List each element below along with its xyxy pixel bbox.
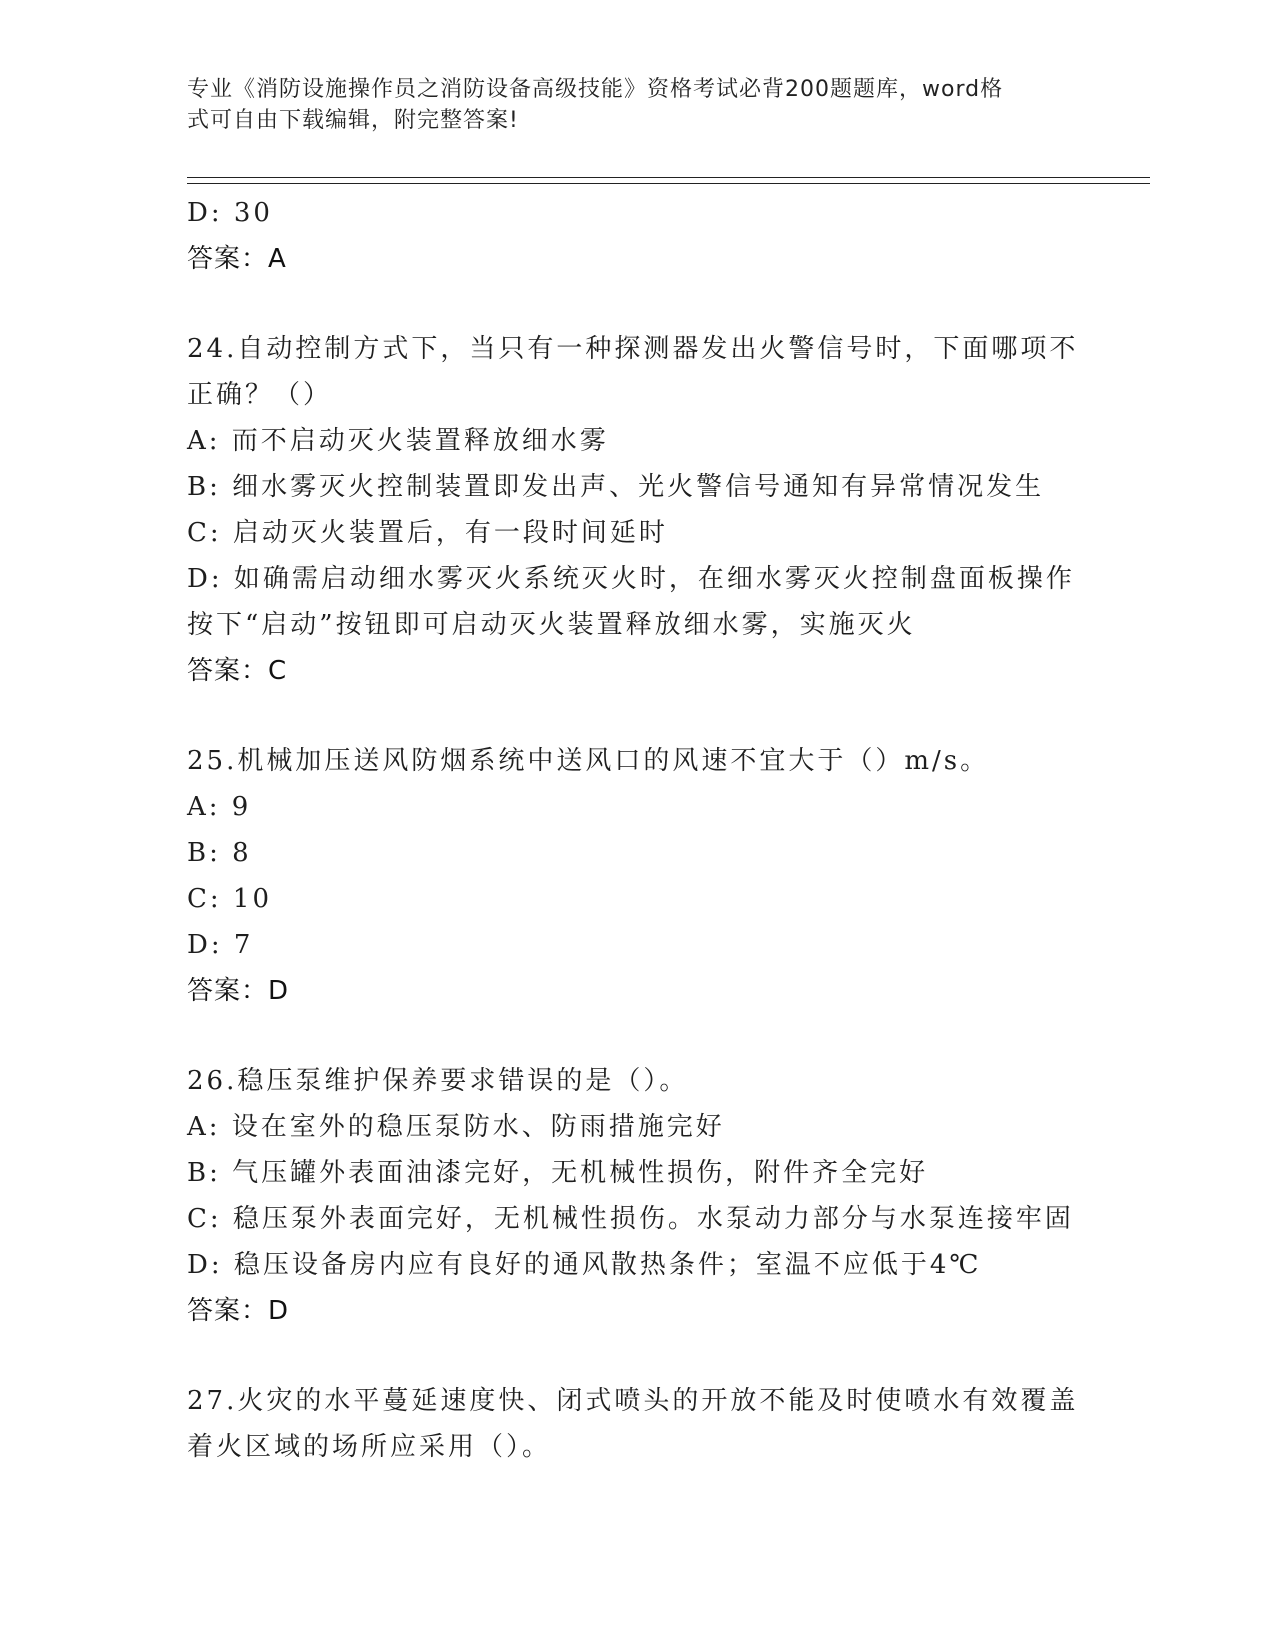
question-stem-continued: 着火区域的场所应采用（）。	[187, 1432, 552, 1462]
header-line-2: 式可自由下载编辑，附完整答案!	[187, 108, 519, 133]
option-a: A: 而不启动灭火装置释放细水雾	[187, 426, 609, 456]
spacer	[187, 694, 1087, 738]
spacer	[187, 282, 1087, 326]
question-24	[187, 326, 1087, 694]
document-header	[187, 74, 1087, 136]
option-d: D: 稳压设备房内应有良好的通风散热条件；室温不应低于4℃	[187, 1250, 982, 1280]
answer-line: 答案：A	[187, 244, 287, 274]
option-d: D: 7	[187, 930, 254, 960]
option-d-continued: 按下“启动”按钮即可启动灭火装置释放细水雾，实施灭火	[187, 610, 916, 640]
header-divider-bottom	[187, 183, 1150, 184]
option-d: D: 如确需启动细水雾灭火系统灭火时，在细水雾灭火控制盘面板操作	[187, 564, 1075, 594]
spacer	[187, 1014, 1087, 1058]
document-body	[187, 190, 1087, 1470]
option-a: A: 9	[187, 792, 252, 822]
answer-line: 答案：D	[187, 1296, 290, 1326]
option-c: C: 10	[187, 884, 273, 914]
question-23-tail	[187, 190, 1087, 282]
header-divider-top	[187, 177, 1150, 178]
option-a: A: 设在室外的稳压泵防水、防雨措施完好	[187, 1112, 725, 1142]
question-stem: 24.自动控制方式下，当只有一种探测器发出火警信号时，下面哪项不	[187, 334, 1079, 364]
question-stem: 25.机械加压送风防烟系统中送风口的风速不宜大于（）m/s。	[187, 746, 990, 776]
question-26	[187, 1058, 1087, 1334]
header-line-1: 专业《消防设施操作员之消防设备高级技能》资格考试必背200题题库，word格	[187, 77, 1004, 102]
question-stem: 26.稳压泵维护保养要求错误的是（）。	[187, 1066, 689, 1096]
question-25	[187, 738, 1087, 1014]
option-b: B: 8	[187, 838, 252, 868]
answer-line: 答案：C	[187, 656, 288, 686]
option-c: C: 启动灭火装置后，有一段时间延时	[187, 518, 668, 548]
option-d: D: 30	[187, 198, 273, 228]
option-b: B: 细水雾灭火控制装置即发出声、光火警信号通知有异常情况发生	[187, 472, 1045, 502]
question-27	[187, 1378, 1087, 1470]
question-stem-continued: 正确？（）	[187, 380, 333, 410]
question-stem: 27.火灾的水平蔓延速度快、闭式喷头的开放不能及时使喷水有效覆盖	[187, 1386, 1079, 1416]
answer-line: 答案：D	[187, 976, 290, 1006]
option-c: C: 稳压泵外表面完好，无机械性损伤。水泵动力部分与水泵连接牢固	[187, 1204, 1074, 1234]
spacer	[187, 1334, 1087, 1378]
option-b: B: 气压罐外表面油漆完好，无机械性损伤，附件齐全完好	[187, 1158, 929, 1188]
